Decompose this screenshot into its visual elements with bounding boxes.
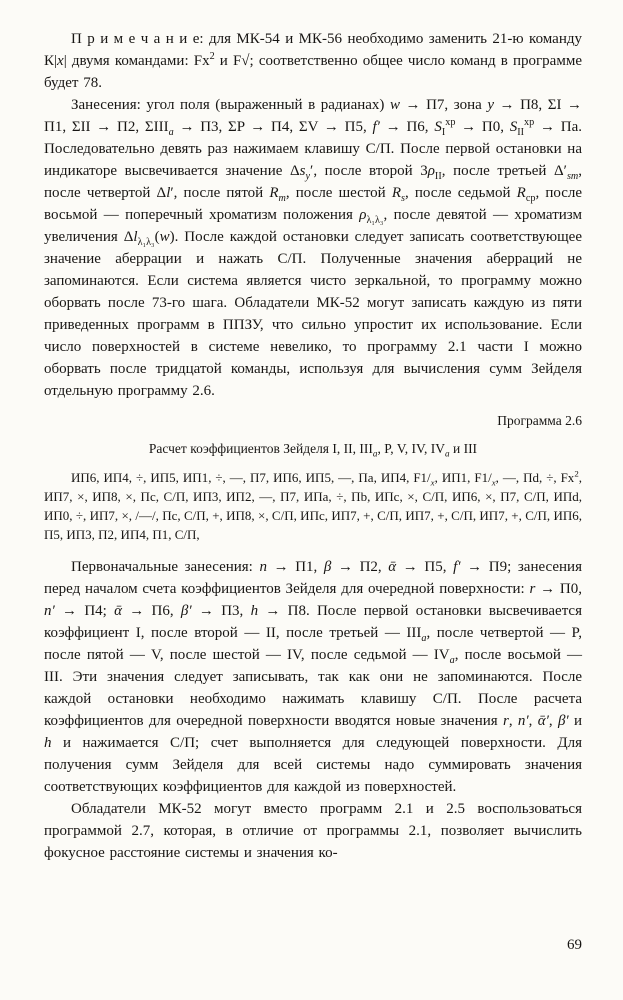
program-label: Программа 2.6 (497, 413, 582, 428)
program-heading: Расчет коэффициентов Зейделя I, II, $III_a$, P, V, IV, $IV_a$ и III (148, 441, 478, 459)
page-number: 69 (567, 937, 582, 953)
paragraph-entries: Занесения: угол поля (выраженный в радианах) w → П7, зона y → П8, ΣI → П1, ΣII → П2, $\Sigma III_a \to П3$, ΣP → П4, ΣV → П5, f′ → П6, $S_I^{хр} \to П0$, $S_{II}^{хр}$ → Па. Последовательно девять раз нажимаем клавишу С/П. После первой остановки на индикаторе высвечивается значение $\Delta s_y'$, после второй $3\rho_{II}$, после третьей $\Delta'_{sm}$, после четвертой Δl′, после пятой $R_m$, после шестой $R_s$, после седьмой $R_{ср}$, после восьмой — поперечный хроматизм положения $\rho_{\lambda_1\lambda_3}$, после девятой — хроматизм увеличения $\Delta l_{\lambda_1\lambda_3}(w)$. После каждой остановки следует записать соответствующее значение аберрации и нажать С/П. Полученные значения аберраций не запоминаются. Если система является чисто зеркальной, то программу можно оборвать после 73-го шага. Обладатели МК-52 могут записать каждую из пяти приведенных программ в ППЗУ, что сильно упростит их использование. Если число поверхностей в системе невелико, то программу 2.1 части I можно оборвать после тридцатой команды, используя для вычисления сумм Зейделя отдельную программу 2.6. (44, 97, 583, 399)
paragraph-mk52: Обладатели МК-52 могут вместо программ 2.1 и 2.5 воспользоваться программой 2.7, которая, в отличие от программы 2.1, позволяет вычислить фокусное расстояние системы и значения ко- (44, 801, 582, 861)
paragraph-note: П р и м е ч а н и е: для МК-54 и МК-56 необходимо заменить 21-ю команду К|x| двумя командами: Fx$^2$ и F√; соответственно общее число команд в программе будет 78. (44, 31, 582, 91)
program-listing: ИП6, ИП4, ÷, ИП5, ИП1, ÷, —, П7, ИП6, ИП5, —, Па, ИП4, $F1/_x$, ИП1, $F1/_x$, —, Пd, ÷, Fx$^2$, ИП7, ×, ИП8, ×, Пс, С/П, ИП3, ИП2, —, П7, ИПа, ÷, Пb, ИПс, ×, С/П, ИП6, ×, П7, С/П, ИПd, ИП0, ÷, ИП7, ×, /—/, Пс, С/П, +, ИП8, ×, С/П, ИПс, ИП7, +, С/П, ИП7, +, С/П, ИП7, +, С/П, ИП6, П5, ИП3, П2, ИП4, П1, С/П, (44, 468, 582, 542)
paragraph-initial-entries: Первоначальные занесения: n → П1, β → П2, ᾱ → П5, f′ → П9; занесения перед началом счета коэффициентов Зейделя для очередной поверхности: r → П0, n′ → П4; ᾱ → П6, β′ → П3, h → П8. После первой остановки высвечивается коэффициент I, после второй — II, после третьей — $III_a$, после четвертой — P, после пятой — V, после шестой — IV, после седьмой — $IV_a$, после восьмой — III. Эти значения следует записывать, так как они не запоминаются. После каждой остановки необходимо нажимать клавишу С/П. После расчета коэффициентов для очередной поверхности вводятся новые значения r, n′, ᾱ′, β′ и h и нажимается С/П; счет выполняется для следующей поверхности. Для получения сумм Зейделя для всей системы надо суммировать значения соответствующих коэффициентов для каждой из поверхностей. (44, 559, 583, 795)
